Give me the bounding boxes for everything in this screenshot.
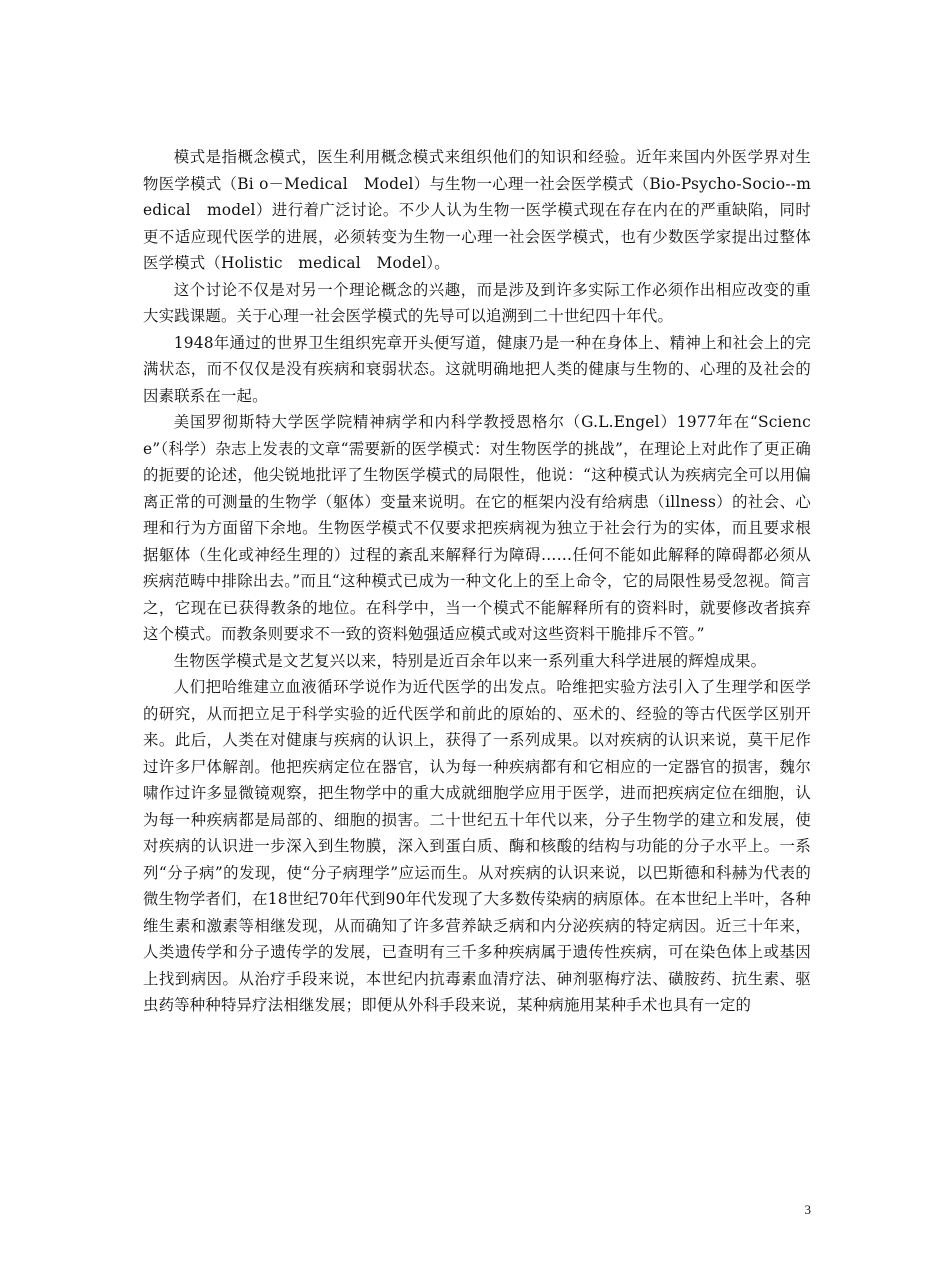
body-text: [143, 144, 811, 1019]
paragraph-who-health-definition: 1948年通过的世界卫生组织宪章开头便写道，健康乃是一种在身体上、精神上和社会上的完满状态，而不仅仅是没有疾病和衰弱状态。这就明确地把人类的健康与生物的、心理的及社会的因素联系在一起。: [143, 333, 811, 405]
page-number: 3: [804, 1202, 811, 1217]
paragraph-medical-model-definition: 模式是指概念模式，医生利用概念模式来组织他们的知识和经验。近年来国内外医学界对生物医学模式（Bi o－Medical Model）与生物一心理一社会医学模式（Bio-Psycho-Socio--medical model）进行着广泛讨论。不少人认为生物一医学模式现在存在内在的严重缺陷，同时更不适应现代医学的进展，必须转变为生物一心理一社会医学模式，也有少数医学家提出过整体医学模式（Holistic medical Model）。: [143, 148, 811, 272]
paragraph-history-of-medicine: 人们把哈维建立血液循环学说作为近代医学的出发点。哈维把实验方法引入了生理学和医学的研究，从而把立足于科学实验的近代医学和前此的原始的、巫术的、经验的等古代医学区别开来。此后，人类在对健康与疾病的认识上，获得了一系列成果。以对疾病的认识来说，莫干尼作过许多尸体解剖。他把疾病定位在器官，认为每一种疾病都有和它相应的一定器官的损害，魏尔啸作过许多显微镜观察，把生物学中的重大成就细胞学应用于医学，进而把疾病定位在细胞，认为每一种疾病都是局部的、细胞的损害。二十世纪五十年代以来，分子生物学的建立和发展，使对疾病的认识进一步深入到生物膜，深入到蛋白质、酶和核酸的结构与功能的分子水平上。一系列“分子病”的发现，使“分子病理学”应运而生。从对疾病的认识来说，以巴斯德和科赫为代表的微生物学者们，在18世纪70年代到90年代发现了大多数传染病的病原体。在本世纪上半叶，各种维生素和激素等相继发现，从而确知了许多营养缺乏病和内分泌疾病的特定病因。近三十年来，人类遗传学和分子遗传学的发展，已查明有三千多种疾病属于遗传性疾病，可在染色体上或基因上找到病因。从治疗手段来说，本世纪内抗毒素血清疗法、砷剂驱梅疗法、磺胺药、抗生素、驱虫药等种种特异疗法相继发展；即便从外科手段来说，某种病施用某种手术也具有一定的: [143, 678, 811, 1014]
paragraph-discussion-significance: 这个讨论不仅是对另一个理论概念的兴趣，而是涉及到许多实际工作必须作出相应改变的重大实践课题。关于心理一社会医学模式的先导可以追溯到二十世纪四十年代。: [143, 280, 811, 325]
paragraph-biomedical-achievement: 生物医学模式是文艺复兴以来，特别是近百余年以来一系列重大科学进展的辉煌成果。: [173, 651, 767, 670]
paragraph-engel-critique: 美国罗彻斯特大学医学院精神病学和内科学教授恩格尔（G.L.Engel）1977年在“Science”（科学）杂志上发表的文章“需要新的医学模式：对生物医学的挑战”，在理论上对此作了更正确的扼要的论述，他尖锐地批评了生物医学模式的局限性，他说：“这种模式认为疾病完全可以用偏离正常的可测量的生物学（躯体）变量来说明。在它的框架内没有给病患（illness）的社会、心理和行为方面留下余地。生物医学模式不仅要求把疾病视为独立于社会行为的实体，而且要求根据躯体（生化或神经生理的）过程的紊乱来解释行为障碍……任何不能如此解释的障碍都必须从疾病范畴中排除出去。”而且“这种模式已成为一种文化上的至上命令，它的局限性易受忽视。简言之，它现在已获得教条的地位。在科学中，当一个模式不能解释所有的资料时，就要修改者摈弃这个模式。而教条则要求不一致的资料勉强适应模式或对这些资料干脆排斥不管。”: [143, 413, 811, 643]
